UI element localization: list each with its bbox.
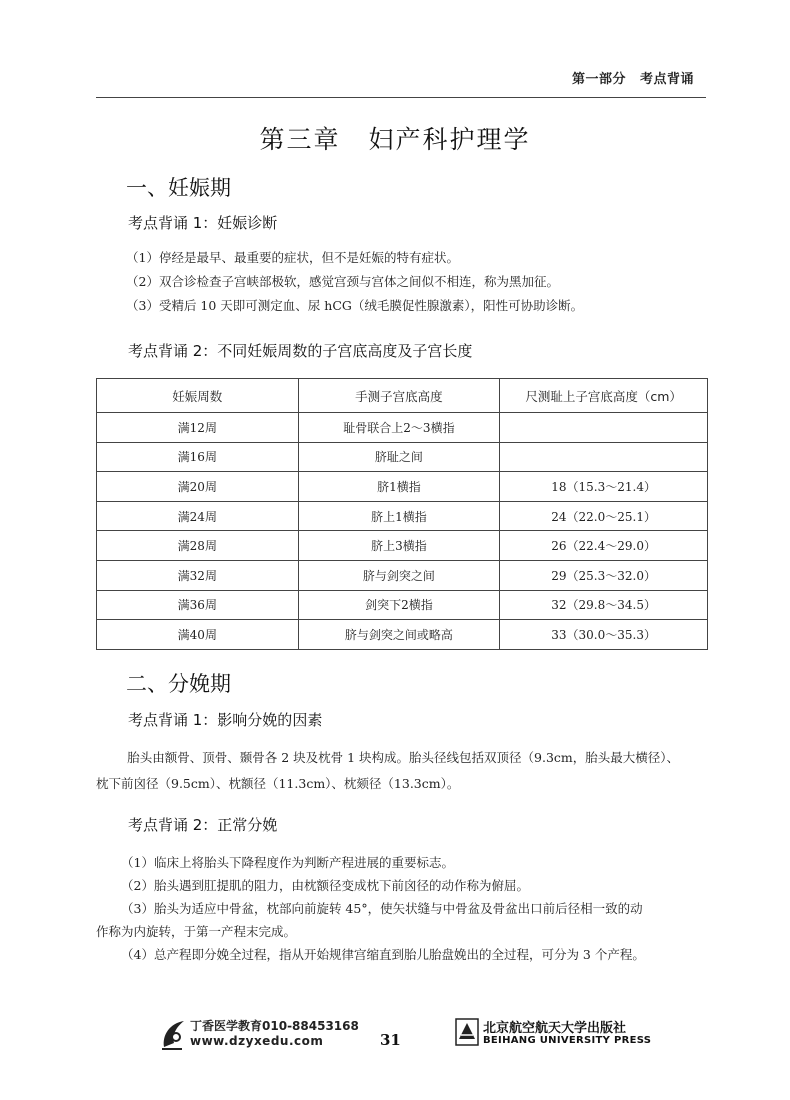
fundal-height-table <box>96 378 708 650</box>
chapter-name: 妇产科护理学 <box>368 125 531 154</box>
chapter-title <box>0 120 790 156</box>
table-cell: 满40周 <box>97 620 299 650</box>
table-cell: 24（22.0～25.1） <box>500 501 708 531</box>
table-cell: 剑突下2横指 <box>298 590 500 620</box>
table-cell: 满32周 <box>97 560 299 590</box>
list-item: （1）临床上将胎头下降程度作为判断产程进展的重要标志。 <box>121 855 454 870</box>
pregnancy-diagnosis-list <box>126 248 702 315</box>
page-footer <box>0 1015 790 1065</box>
table-row <box>97 472 708 502</box>
left-brand-phone: 010-88453168 <box>262 1019 359 1033</box>
table-cell: 脐与剑突之间 <box>298 560 500 590</box>
labor-factors-paragraph <box>96 745 706 797</box>
table-row <box>97 620 708 650</box>
table-row <box>97 501 708 531</box>
table-cell: 耻骨联合上2～3横指 <box>298 413 500 443</box>
list-item: （2）双合诊检查子宫峡部极软，感觉宫颈与宫体之间似不相连，称为黑加征。 <box>126 274 559 289</box>
table-header-cell: 妊娠周数 <box>97 379 299 413</box>
table-row <box>97 442 708 472</box>
page-number: 31 <box>380 1031 401 1049</box>
normal-labor-list <box>96 851 706 966</box>
list-item: （4）总产程即分娩全过程，指从开始规律宫缩直到胎儿胎盘娩出的全过程，可分为 3 个产程。 <box>121 947 645 962</box>
publisher-logo-right <box>455 1017 652 1051</box>
paragraph-line: 枕下前囟径（9.5cm）、枕额径（11.3cm）、枕颏径（13.3cm）。 <box>96 776 460 791</box>
point-title-pregnancy-diagnosis: 考点背诵 1：妊娠诊断 <box>128 214 278 232</box>
list-item: （2）胎头遇到肛提肌的阻力，由枕额径变成枕下前囟径的动作称为俯屈。 <box>121 878 529 893</box>
table-cell: 满36周 <box>97 590 299 620</box>
table-row <box>97 590 708 620</box>
table-cell: 26（22.4～29.0） <box>500 531 708 561</box>
table-cell: 18（15.3～21.4） <box>500 472 708 502</box>
dingxiang-logo-icon <box>160 1017 188 1051</box>
table-cell: 脐耻之间 <box>298 442 500 472</box>
chapter-number: 第三章 <box>259 125 341 154</box>
point-title-fundal-height: 考点背诵 2：不同妊娠周数的子宫底高度及子宫长度 <box>128 342 473 360</box>
table-cell: 满12周 <box>97 413 299 443</box>
left-brand-url: www.dzyxedu.com <box>190 1034 324 1048</box>
left-brand-name: 丁香医学教育 <box>190 1019 263 1033</box>
header-part: 第一部分 <box>571 72 626 87</box>
point-title-labor-factors: 考点背诵 1：影响分娩的因素 <box>128 711 323 729</box>
table-header-cell: 手测子宫底高度 <box>298 379 500 413</box>
table-row <box>97 560 708 590</box>
list-item: （1）停经是最早、最重要的症状，但不是妊娠的特有症状。 <box>126 250 459 265</box>
section-heading-labor: 二、分娩期 <box>126 672 231 696</box>
table-row <box>97 413 708 443</box>
left-brand-line <box>190 1017 359 1034</box>
publisher-logo-left <box>160 1017 359 1055</box>
table-header-cell: 尺测耻上子宫底高度（cm） <box>500 379 708 413</box>
table-row <box>97 531 708 561</box>
header-rule <box>96 97 706 98</box>
table-cell <box>500 442 708 472</box>
table-cell: 满20周 <box>97 472 299 502</box>
table-cell: 脐与剑突之间或略高 <box>298 620 500 650</box>
beihang-logo-icon <box>455 1017 479 1047</box>
table-cell: 满28周 <box>97 531 299 561</box>
point-title-normal-labor: 考点背诵 2：正常分娩 <box>128 816 278 834</box>
right-brand-cn: 北京航空航天大学出版社 <box>483 1021 627 1036</box>
list-item: 作称为内旋转，于第一产程末完成。 <box>96 924 297 939</box>
header-section: 考点背诵 <box>639 72 694 87</box>
list-item: （3）胎头为适应中骨盆，枕部向前旋转 45°，使矢状缝与中骨盆及骨盆出口前后径相一致的动 <box>121 901 643 916</box>
table-cell: 29（25.3～32.0） <box>500 560 708 590</box>
table-cell: 脐上1横指 <box>298 501 500 531</box>
table-cell: 33（30.0～35.3） <box>500 620 708 650</box>
table-header-row <box>97 379 708 413</box>
paragraph-line: 胎头由额骨、顶骨、颞骨各 2 块及枕骨 1 块构成。胎头径线包括双顶径（9.3cm，胎头最大横径）、 <box>127 750 680 765</box>
table-cell: 满16周 <box>97 442 299 472</box>
table-cell: 32（29.8～34.5） <box>500 590 708 620</box>
running-header <box>572 68 694 87</box>
right-brand-en: BEIHANG UNIVERSITY PRESS <box>483 1035 652 1046</box>
table-cell: 脐上3横指 <box>298 531 500 561</box>
list-item: （3）受精后 10 天即可测定血、尿 hCG（绒毛膜促性腺激素），阳性可协助诊断。 <box>126 298 584 313</box>
table-cell: 满24周 <box>97 501 299 531</box>
table-cell <box>500 413 708 443</box>
section-heading-pregnancy: 一、妊娠期 <box>126 176 231 200</box>
table-cell: 脐1横指 <box>298 472 500 502</box>
